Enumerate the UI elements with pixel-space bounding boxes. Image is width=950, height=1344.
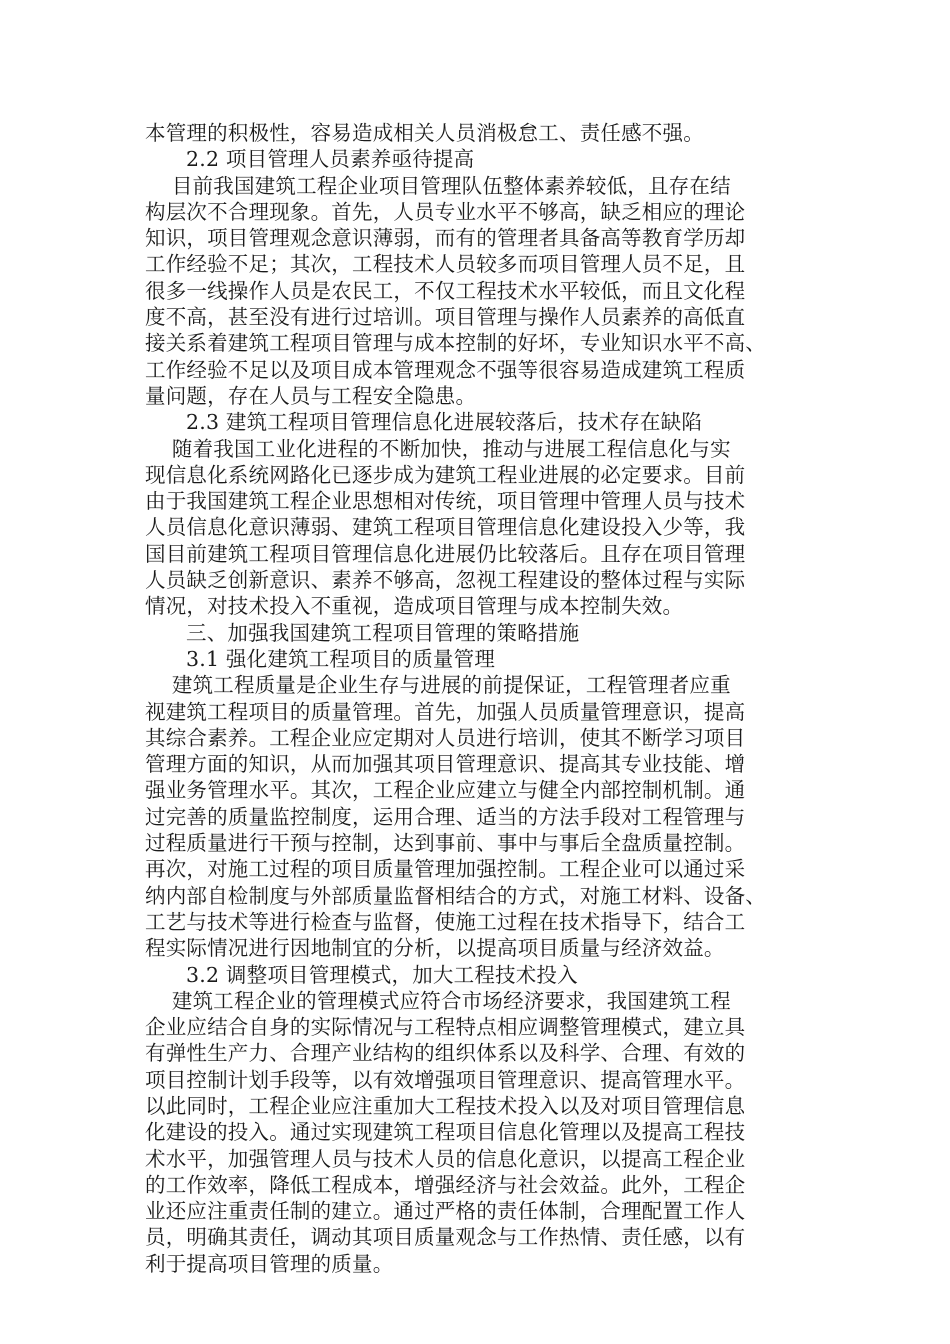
paragraph-line: 度不高，甚至没有进行过培训。项目管理与操作人员素养的高低直 bbox=[145, 305, 746, 330]
paragraph-line: 很多一线操作人员是农民工，不仅工程技术水平较低，而且文化程 bbox=[145, 278, 746, 303]
paragraph-line: 知识，项目管理观念意识薄弱，而有的管理者具备高等教育学历却 bbox=[145, 226, 746, 251]
paragraph-line: 随着我国工业化进程的不断加快，推动与进展工程信息化与实 bbox=[145, 436, 731, 461]
paragraph-line: 人员信息化意识薄弱、建筑工程项目管理信息化建设投入少等，我 bbox=[145, 515, 746, 540]
paragraph-line: 的工作效率，降低工程成本，增强经济与社会效益。此外，工程企 bbox=[145, 1172, 746, 1197]
paragraph-line: 接关系着建筑工程项目管理与成本控制的好坏，专业知识水平不高、 bbox=[145, 331, 766, 356]
paragraph-line: 构层次不合理现象。首先，人员专业水平不够高，缺乏相应的理论 bbox=[145, 199, 746, 224]
paragraph-line: 员，明确其责任，调动其项目质量观念与工作热情、责任感，以有 bbox=[145, 1225, 746, 1250]
paragraph-line: 量问题，存在人员与工程安全隐患。 bbox=[145, 383, 477, 408]
paragraph-line: 以此同时，工程企业应注重加大工程技术投入以及对项目管理信息 bbox=[145, 1093, 746, 1118]
paragraph-line: 企业应结合自身的实际情况与工程特点相应调整管理模式，建立具 bbox=[145, 1015, 746, 1040]
paragraph-line: 有弹性生产力、合理产业结构的组织体系以及科学、合理、有效的 bbox=[145, 1041, 746, 1066]
section-heading: 2.3 建筑工程项目管理信息化进展较落后，技术存在缺陷 bbox=[186, 410, 703, 435]
paragraph-line: 建筑工程企业的管理模式应符合市场经济要求，我国建筑工程 bbox=[145, 988, 731, 1013]
section-heading: 2.2 项目管理人员素养亟待提高 bbox=[186, 147, 475, 172]
paragraph-line: 再次，对施工过程的项目质量管理加强控制。工程企业可以通过采 bbox=[145, 857, 746, 882]
paragraph-line: 本管理的积极性，容易造成相关人员消极怠工、责任感不强。 bbox=[145, 121, 704, 145]
paragraph-line: 项目控制计划手段等，以有效增强项目管理意识、提高管理水平。 bbox=[145, 1067, 746, 1092]
paragraph-line: 工作经验不足以及项目成本管理观念不强等很容易造成建筑工程质 bbox=[145, 357, 746, 382]
paragraph-line: 术水平，加强管理人员与技术人员的信息化意识，以提高工程企业 bbox=[145, 1146, 746, 1171]
document-body bbox=[145, 120, 820, 1277]
paragraph-line: 目前我国建筑工程企业项目管理队伍整体素养较低，且存在结 bbox=[145, 173, 731, 198]
paragraph-line: 工艺与技术等进行检查与监督，使施工过程在技术指导下，结合工 bbox=[145, 909, 746, 934]
paragraph-line: 工作经验不足；其次，工程技术人员较多而项目管理人员不足，且 bbox=[145, 252, 746, 277]
paragraph-line: 国目前建筑工程项目管理信息化进展仍比较落后。且存在项目管理 bbox=[145, 541, 746, 566]
paragraph-line: 过完善的质量监控制度，运用合理、适当的方法手段对工程管理与 bbox=[145, 804, 746, 829]
paragraph-line: 程实际情况进行因地制宜的分析，以提高项目质量与经济效益。 bbox=[145, 936, 725, 961]
paragraph-line: 纳内部自检制度与外部质量监督相结合的方式，对施工材料、设备、 bbox=[145, 883, 766, 908]
paragraph-line: 现信息化系统网路化已逐步成为建筑工程业进展的必定要求。目前 bbox=[145, 462, 746, 487]
paragraph-line: 业还应注重责任制的建立。通过严格的责任体制，合理配置工作人 bbox=[145, 1199, 746, 1224]
paragraph-line: 强业务管理水平。其次，工程企业应建立与健全内部控制机制。通 bbox=[145, 778, 746, 803]
paragraph-line: 人员缺乏创新意识、素养不够高，忽视工程建设的整体过程与实际 bbox=[145, 568, 746, 593]
section-heading: 3.2 调整项目管理模式，加大工程技术投入 bbox=[186, 962, 578, 987]
paragraph-line: 管理方面的知识，从而加强其项目管理意识、提高其专业技能、增 bbox=[145, 752, 746, 777]
paragraph-line: 利于提高项目管理的质量。 bbox=[145, 1251, 394, 1276]
paragraph-line: 建筑工程质量是企业生存与进展的前提保证，工程管理者应重 bbox=[145, 673, 731, 698]
section-heading: 3.1 强化建筑工程项目的质量管理 bbox=[186, 646, 496, 671]
paragraph-line: 过程质量进行干预与控制，达到事前、事中与事后全盘质量控制。 bbox=[145, 831, 746, 856]
paragraph-line: 视建筑工程项目的质量管理。首先，加强人员质量管理意识，提高 bbox=[145, 699, 746, 724]
paragraph-line: 由于我国建筑工程企业思想相对传统，项目管理中管理人员与技术 bbox=[145, 489, 746, 514]
paragraph-line: 情况，对技术投入不重视，造成项目管理与成本控制失效。 bbox=[145, 594, 684, 619]
paragraph-line: 其综合素养。工程企业应定期对人员进行培训，使其不断学习项目 bbox=[145, 725, 746, 750]
section-heading: 三、加强我国建筑工程项目管理的策略措施 bbox=[186, 620, 580, 645]
paragraph-line: 化建设的投入。通过实现建筑工程项目信息化管理以及提高工程技 bbox=[145, 1120, 746, 1145]
